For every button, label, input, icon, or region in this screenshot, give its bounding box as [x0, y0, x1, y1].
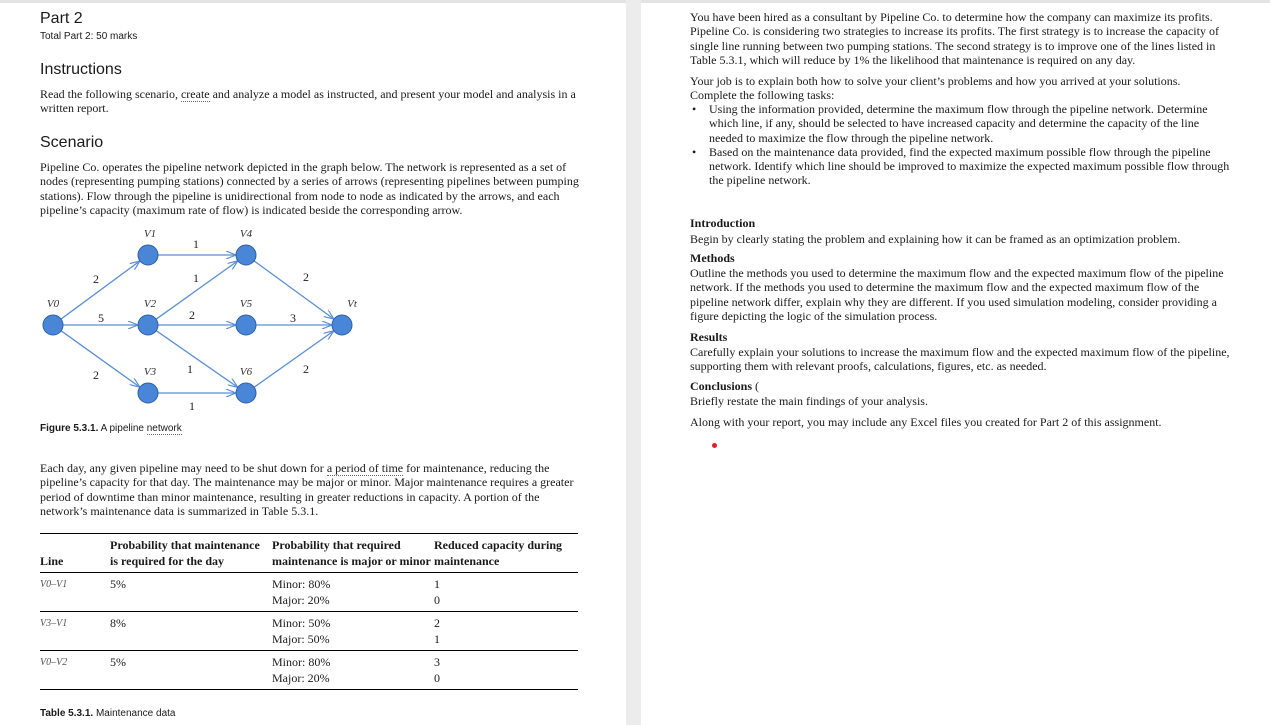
node-v4: [236, 245, 256, 265]
minor-probability: Minor: 80%: [272, 577, 331, 591]
figure-caption-flagged-word[interactable]: network: [146, 423, 182, 434]
node-label: V6: [239, 366, 253, 378]
node-label: V3: [143, 366, 157, 378]
task-item: • Based on the maintenance data provided, find the expected maximum possible flow through the pipeline network. Identify which line should be improved to maximize the expected maximum possible flow through the pipeline network.: [690, 145, 1230, 188]
right-page: [641, 0, 1270, 725]
node-label: Vt: [347, 298, 357, 310]
major-capacity: 0: [434, 592, 440, 607]
table-header-row: [40, 534, 578, 573]
node-v1: [138, 245, 158, 265]
node-v0: [43, 315, 63, 335]
major-capacity: 1: [434, 631, 440, 646]
part-title: Part 2: [40, 10, 83, 27]
node-v3: [138, 383, 158, 403]
node-label: V5: [239, 298, 253, 310]
conclusions-heading: Conclusions: [690, 379, 753, 393]
major-capacity: 0: [434, 670, 440, 685]
introduction-heading: Introduction: [690, 216, 756, 230]
node-label: V4: [239, 228, 253, 240]
conclusions-heading-line: [690, 379, 759, 394]
capacity-cell: [434, 612, 578, 651]
pipeline-edge-v6-vt: [254, 331, 333, 387]
instructions-heading: Instructions: [40, 61, 122, 78]
minor-capacity: 3: [434, 655, 440, 669]
figure-caption-text: A pipeline: [98, 423, 147, 434]
minor-capacity: 2: [434, 616, 440, 630]
capacity-cell: [434, 651, 578, 690]
scenario-heading: Scenario: [40, 134, 104, 151]
pipeline-edge-v2-v6: [156, 331, 237, 387]
major-probability: Major: 20%: [272, 592, 330, 607]
header-probability-required: Probability that maintenance is required for the day: [110, 534, 272, 573]
edge-capacity-label: 2: [93, 368, 99, 382]
table-row: [40, 573, 578, 612]
conclusions-text: Briefly restate the main findings of your analysis.: [690, 394, 928, 408]
node-label: V0: [46, 298, 60, 310]
node-v5: [236, 315, 256, 335]
line-cell: V0–V1: [40, 573, 110, 612]
line-cell: V0–V2: [40, 651, 110, 690]
maintenance-text-start: Each day, any given pipeline may need to be shut down for: [40, 461, 327, 475]
major-minor-cell: [272, 612, 434, 651]
left-page: [0, 0, 626, 725]
capacity-cell: [434, 573, 578, 612]
page-top-rule: [641, 0, 1270, 3]
table-row: [40, 651, 578, 690]
maintenance-table: [40, 533, 578, 690]
header-reduced-capacity: Reduced capacity during maintenance: [434, 534, 578, 573]
introduction-text: Begin by clearly stating the problem and explaining how it can be framed as an optimization problem.: [690, 232, 1181, 246]
job-description: Your job is to explain both how to solve your client’s problems and how you arrived at your solutions. Complete the following tasks:: [690, 74, 1181, 103]
maintenance-text-end: for maintenance, reducing the pipeline’s capacity for that day. The maintenance may be major or minor. Major maintenance requires a greater period of downtime than minor maintenance, resulting in greater reductions in capacity. A portion of the network’s maintenance data is summarized in Table 5.3.1.: [40, 461, 574, 518]
edge-capacity-label: 1: [193, 271, 199, 285]
table-caption: [40, 708, 175, 719]
probability-cell: 8%: [110, 612, 272, 651]
edge-capacity-label: 1: [187, 362, 193, 376]
instructions-text-start: Read the following scenario,: [40, 87, 181, 101]
minor-capacity: 1: [434, 577, 440, 591]
major-minor-cell: [272, 651, 434, 690]
figure-caption-label: Figure 5.3.1.: [40, 423, 99, 434]
page-top-rule: [0, 0, 626, 3]
pipeline-edge-v4-vt: [254, 261, 333, 319]
node-vt: [332, 315, 352, 335]
header-line: Line: [40, 534, 110, 573]
node-v2: [138, 315, 158, 335]
results-text: Carefully explain your solutions to increase the maximum flow and the expected maximum flow of the pipeline, supporting them with relevant proofs, calculations, figures, etc. as needed.: [690, 345, 1230, 374]
maintenance-text: [40, 461, 578, 518]
major-minor-cell: [272, 573, 434, 612]
edge-capacity-label: 5: [98, 311, 104, 325]
node-label: V1: [143, 228, 157, 240]
edge-capacity-label: 2: [189, 308, 195, 322]
consultant-intro: You have been hired as a consultant by Pipeline Co. to determine how the company can maximize its profits. Pipeline Co. is considering two strategies to increase its profits. The first strategy is to increase the capacity of single line running between two pumping stations. The second strategy is to improve one of the lines listed in Table 5.3.1, which will reduce by 1% the likelihood that maintenance is required on any day.: [690, 10, 1219, 67]
node-label: V2: [143, 298, 157, 310]
figure-caption: [40, 423, 182, 434]
edge-capacity-label: 2: [93, 272, 99, 286]
task-list: [690, 102, 1230, 188]
edge-capacity-label: 2: [303, 270, 309, 284]
scenario-text: Pipeline Co. operates the pipeline network depicted in the graph below. The network is represented as a set of nodes (representing pumping stations) connected by a series of arrows (representing pipelines between pumping stations). Flow through the pipeline is unidirectional from node to node as indicated by the arrows, and each pipeline’s capacity (maximum rate of flow) is indicated beside the corresponding arrow.: [40, 160, 579, 217]
major-probability: Major: 20%: [272, 670, 330, 685]
table-row: [40, 612, 578, 651]
edge-capacity-label: 2: [303, 362, 309, 376]
header-probability-major-minor: Probability that required maintenance is major or minor: [272, 534, 434, 573]
minor-probability: Minor: 80%: [272, 655, 331, 669]
conclusions-heading-suffix: (: [752, 379, 760, 393]
closing-text: Along with your report, you may include any Excel files you created for Part 2 of this assignment.: [690, 415, 1162, 429]
edge-capacity-label: 1: [193, 237, 199, 251]
probability-cell: 5%: [110, 651, 272, 690]
methods-heading: Methods: [690, 251, 735, 265]
major-probability: Major: 50%: [272, 631, 330, 646]
probability-cell: 5%: [110, 573, 272, 612]
maintenance-flagged-phrase[interactable]: a period of time: [326, 461, 404, 475]
line-cell: V3–V1: [40, 612, 110, 651]
node-v6: [236, 383, 256, 403]
red-cursor-dot: [712, 443, 717, 448]
edge-capacity-label: 1: [189, 399, 195, 413]
pipeline-edge-v0-v3: [61, 331, 139, 387]
instructions-text: [40, 87, 588, 116]
table-caption-text: Maintenance data: [93, 708, 176, 719]
instructions-text-end: and analyze a model as instructed, and present your model and analysis in a written report.: [40, 87, 576, 116]
table-caption-label: Table 5.3.1.: [40, 708, 94, 719]
minor-probability: Minor: 50%: [272, 616, 331, 630]
instructions-flagged-word[interactable]: create: [180, 87, 210, 101]
results-heading: Results: [690, 330, 728, 344]
total-marks: Total Part 2: 50 marks: [40, 31, 138, 42]
edge-capacity-label: 3: [290, 311, 296, 325]
task-item: • Using the information provided, determine the maximum flow through the pipeline network. Determine which line, if any, should be selected to have increased capacity and determine the capacity of the line needed to maximize the flow through the pipeline network.: [690, 102, 1230, 145]
methods-text: Outline the methods you used to determine the maximum flow and the expected maximum flow of the pipeline network. If the methods you used to determine the maximum flow and the expected maximum flow of the pipeline network differ, explain why they are different. If you used simulation modeling, consider providing a figure depicting the logic of the simulation process.: [690, 266, 1224, 323]
pipeline-network-graph: [0, 215, 626, 425]
